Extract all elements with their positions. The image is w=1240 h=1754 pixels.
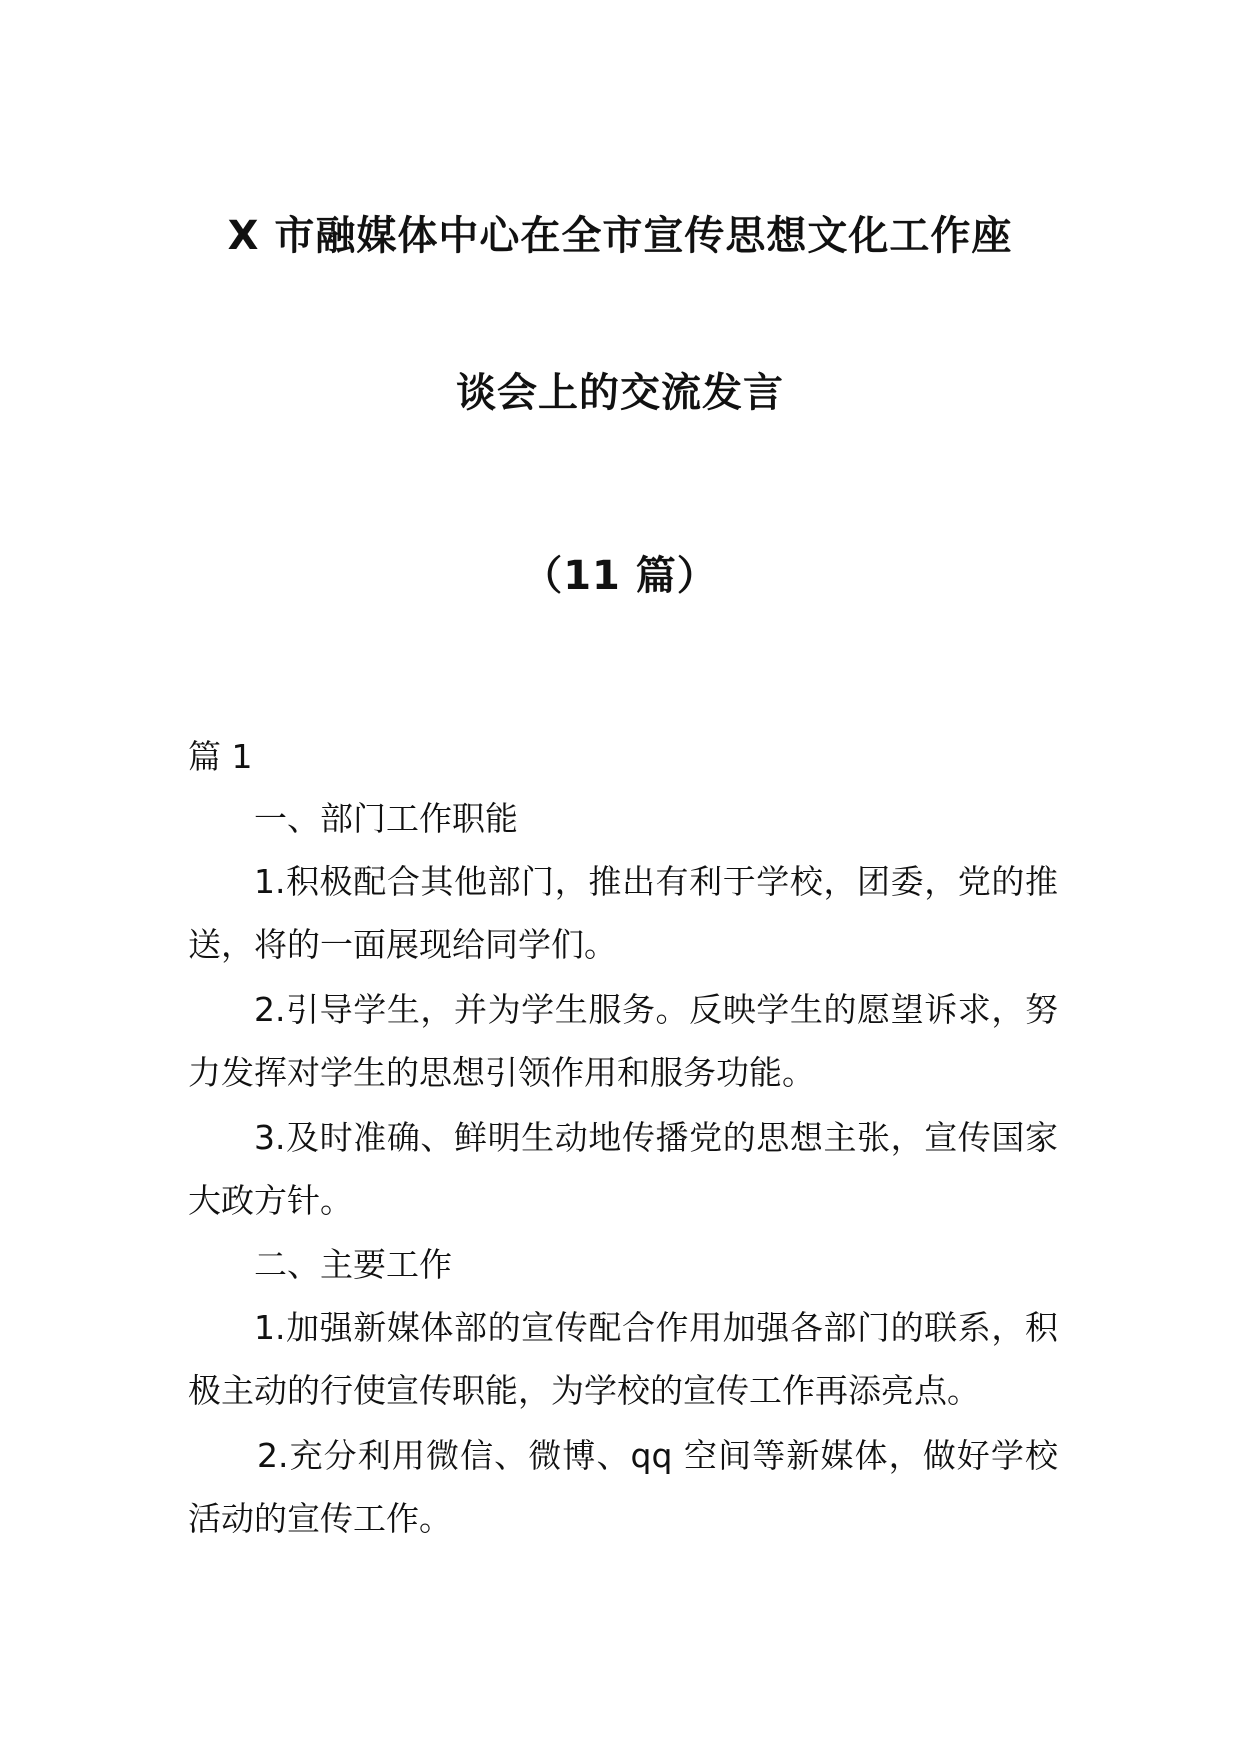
item-1-line-1: 1.积极配合其他部门，推出有利于学校，团委，党的推 bbox=[254, 862, 1058, 901]
heading-department-functions: 一、部门工作职能 bbox=[254, 799, 518, 838]
work-1-line-1: 1.加强新媒体部的宣传配合作用加强各部门的联系，积 bbox=[254, 1308, 1058, 1347]
work-2-line-2: 活动的宣传工作。 bbox=[188, 1499, 452, 1538]
item-1-line-2: 送，将的一面展现给同学们。 bbox=[188, 925, 617, 964]
work-1-line-2: 极主动的行使宣传职能，为学校的宣传工作再添亮点。 bbox=[188, 1371, 980, 1410]
work-2-line-1: 2.充分利用微信、微博、qq 空间等新媒体，做好学校 bbox=[257, 1436, 1058, 1475]
heading-main-work: 二、主要工作 bbox=[254, 1245, 452, 1284]
item-2-line-1: 2.引导学生，并为学生服务。反映学生的愿望诉求，努 bbox=[254, 990, 1058, 1029]
document-title-line-2: 谈会上的交流发言 bbox=[456, 370, 784, 416]
item-3-line-1: 3.及时准确、鲜明生动地传播党的思想主张，宣传国家 bbox=[254, 1118, 1058, 1157]
document-title-line-1: X 市融媒体中心在全市宣传思想文化工作座 bbox=[227, 213, 1013, 259]
document-title-count: （11 篇） bbox=[522, 553, 718, 599]
section-label: 篇 1 bbox=[188, 737, 253, 776]
item-2-line-2: 力发挥对学生的思想引领作用和服务功能。 bbox=[188, 1053, 815, 1092]
item-3-line-2: 大政方针。 bbox=[188, 1181, 353, 1220]
